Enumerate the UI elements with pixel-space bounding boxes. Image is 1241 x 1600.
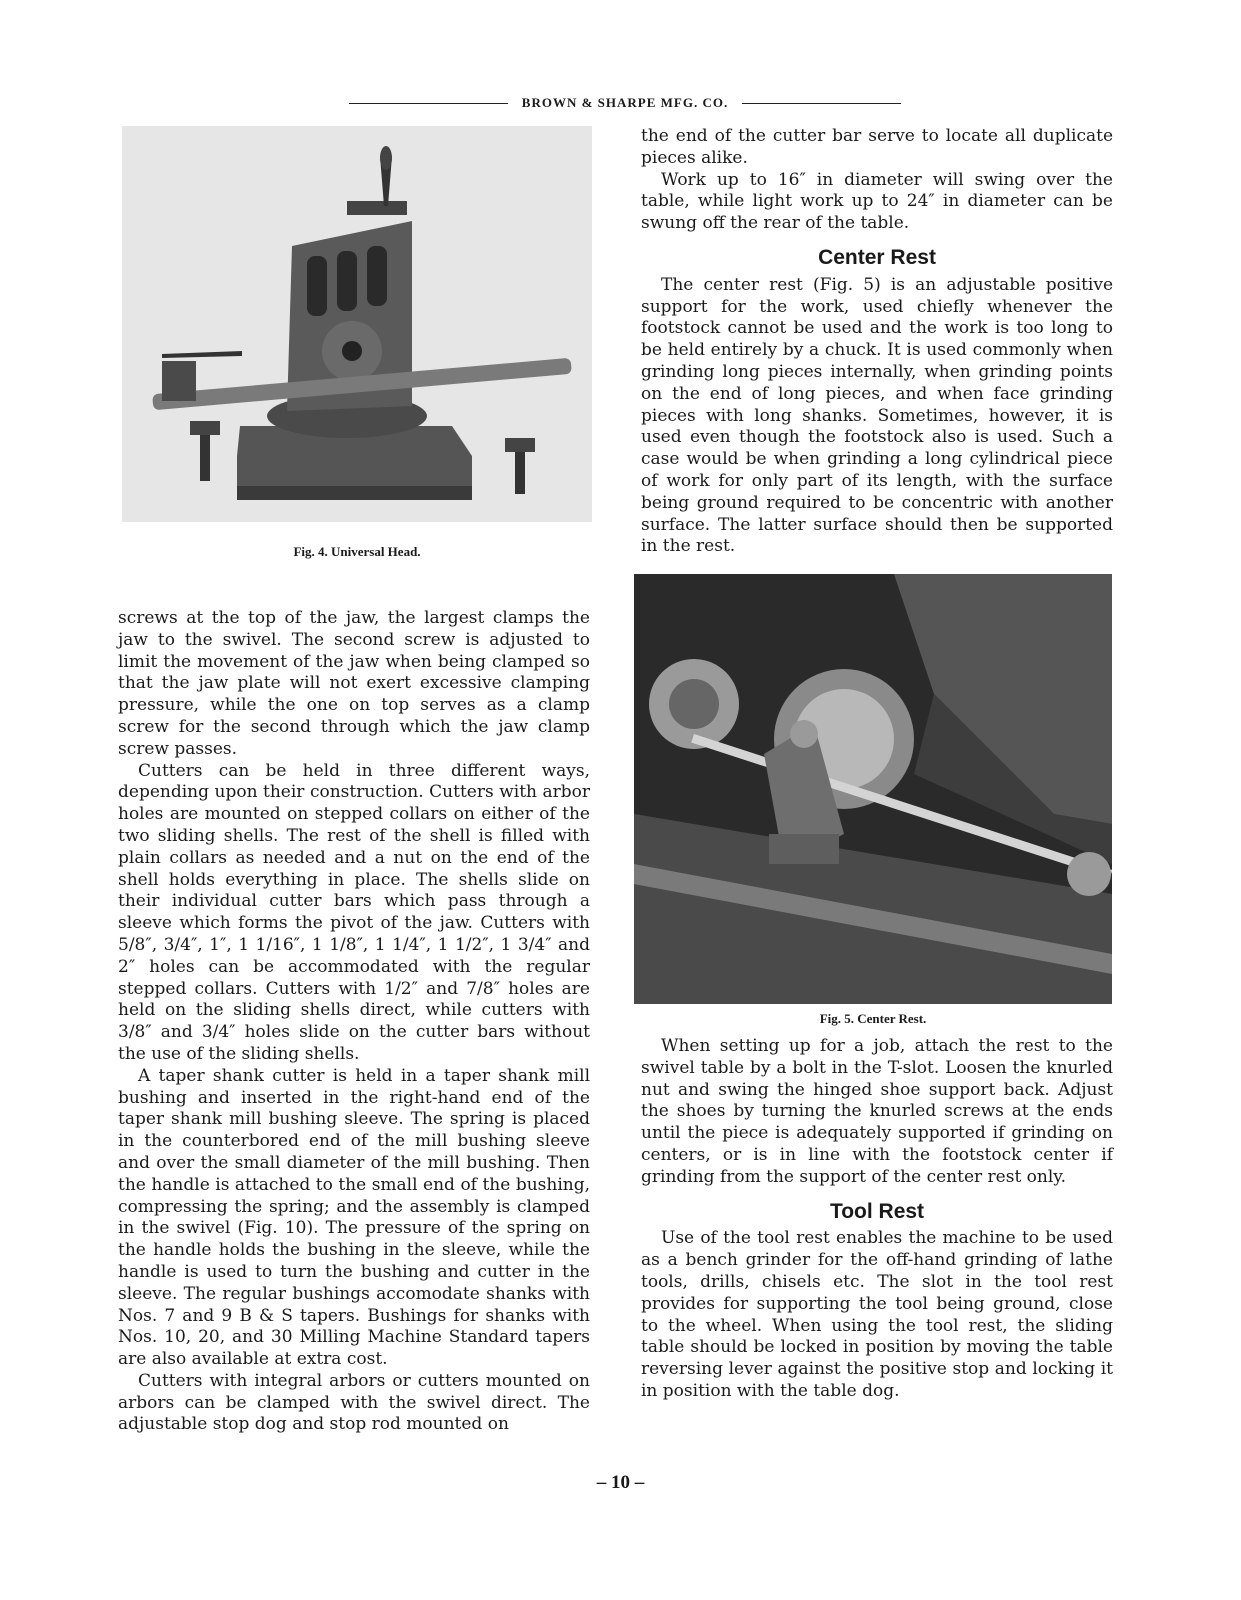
center-rest-paragraph: The center rest (Fig. 5) is an adjustable positive support for the work, used chiefly whenever the footstock cannot be used and the work is too long to be held entirely by a chuck. It is used commonly when grinding long pieces internally, when grinding points on the end of long pieces, and when face grinding pieces with long shanks. Sometimes, however, it is used even though the footstock also is used. Such a case would be when grinding a long cylindrical piece of work for only part of its length, with the surface being ground required to be concentric with another surface. The latter surface should then be supported in the rest. [641, 274, 1113, 557]
header-text: BROWN & SHARPE MFG. CO. [521, 95, 729, 110]
center-rest-heading: Center Rest [818, 245, 936, 269]
right-intro-paragraph-1: the end of the cutter bar serve to locate all duplicate pieces alike. [641, 126, 1113, 168]
center-rest-illustration [634, 574, 1112, 1004]
figure-universal-head [122, 126, 592, 522]
setup-paragraph: When setting up for a job, attach the rest to the swivel table by a bolt in the T-slot. Loosen the knurled nut and swing the hinged shoe support back. Adjust the shoes by turning the knurled screws at the ends until the piece is adequately supported if grinding on centers, or is in line with the footstock center if grinding from the support of the center rest only. [641, 1036, 1113, 1187]
tool-rest-heading: Tool Rest [829, 1199, 925, 1223]
page-number: – 10 – [596, 1472, 645, 1493]
left-paragraph-3: A taper shank cutter is held in a taper shank mill bushing and inserted in the right-hand end of the taper shank mill bushing sleeve. The spring is placed in the counterbored end of the mill bushing sleeve and over the small diameter of the mill bushing. Then the handle is attached to the small end of the bushing, compressing the spring; and the assembly is clamped in the swivel (Fig. 10). The pressure of the spring on the handle holds the bushing in the sleeve, while the handle is used to turn the bushing and cutter in the sleeve. The regular bushings accomodate shanks with Nos. 7 and 9 B & S tapers. Bushings for shanks with Nos. 10, 20, and 30 Milling Machine Standard tapers are also available at extra cost. [118, 1065, 590, 1370]
right-intro-paragraph-2: Work up to 16″ in diameter will swing over the table, while light work up to 24″ in diameter can be swung off the rear of the table. [641, 169, 1113, 234]
fig4-caption: Fig. 4. Universal Head. [293, 544, 421, 559]
left-paragraph-2: Cutters can be held in three different ways, depending upon their construction. Cutters with arbor holes are mounted on stepped collars on either of the two sliding shells. The rest of the shell is filled with plain collars as needed and a nut on the end of the shell holds everything in place. The shells slide on their individual cutter bars which pass through a sleeve which forms the pivot of the jaw. Cutters with 5/8″, 3/4″, 1″, 1 1/16″, 1 1/8″, 1 1/4″, 1 1/2″, 1 3/4″ and 2″ holes can be accommodated with the regular stepped collars. Cutters with 1/2″ and 7/8″ holes are held on the sliding shells direct, while cutters with 3/8″ and 3/4″ holes slide on the cutter bars without the use of the sliding shells. [118, 760, 590, 1064]
fig5-caption: Fig. 5. Center Rest. [819, 1011, 927, 1026]
right-column-bottom [641, 1036, 1113, 1403]
header-rule-right [742, 103, 901, 104]
left-paragraph-1: screws at the top of the jaw, the largest clamps the jaw to the swivel. The second screw is adjusted to limit the movement of the jaw when being clamped so that the jaw plate will not exert excessive clamping pressure, while the one on top serves as a clamp screw for the second through which the jaw clamp screw passes. [118, 608, 590, 759]
left-column [118, 608, 590, 1436]
right-column-top [641, 126, 1113, 558]
header-rule-left [349, 103, 508, 104]
running-header [335, 95, 915, 111]
tool-rest-paragraph: Use of the tool rest enables the machine to be used as a bench grinder for the off-hand grinding of lathe tools, drills, chisels etc. The slot in the tool rest provides for supporting the tool being ground, close to the wheel. When using the tool rest, the sliding table should be locked in position by moving the table reversing lever against the positive stop and locking it in position with the table dog. [641, 1228, 1113, 1401]
universal-head-illustration [122, 126, 592, 522]
figure-center-rest [634, 574, 1112, 1004]
left-paragraph-4: Cutters with integral arbors or cutters mounted on arbors can be clamped with the swivel direct. The adjustable stop dog and stop rod mounted on [118, 1370, 590, 1435]
